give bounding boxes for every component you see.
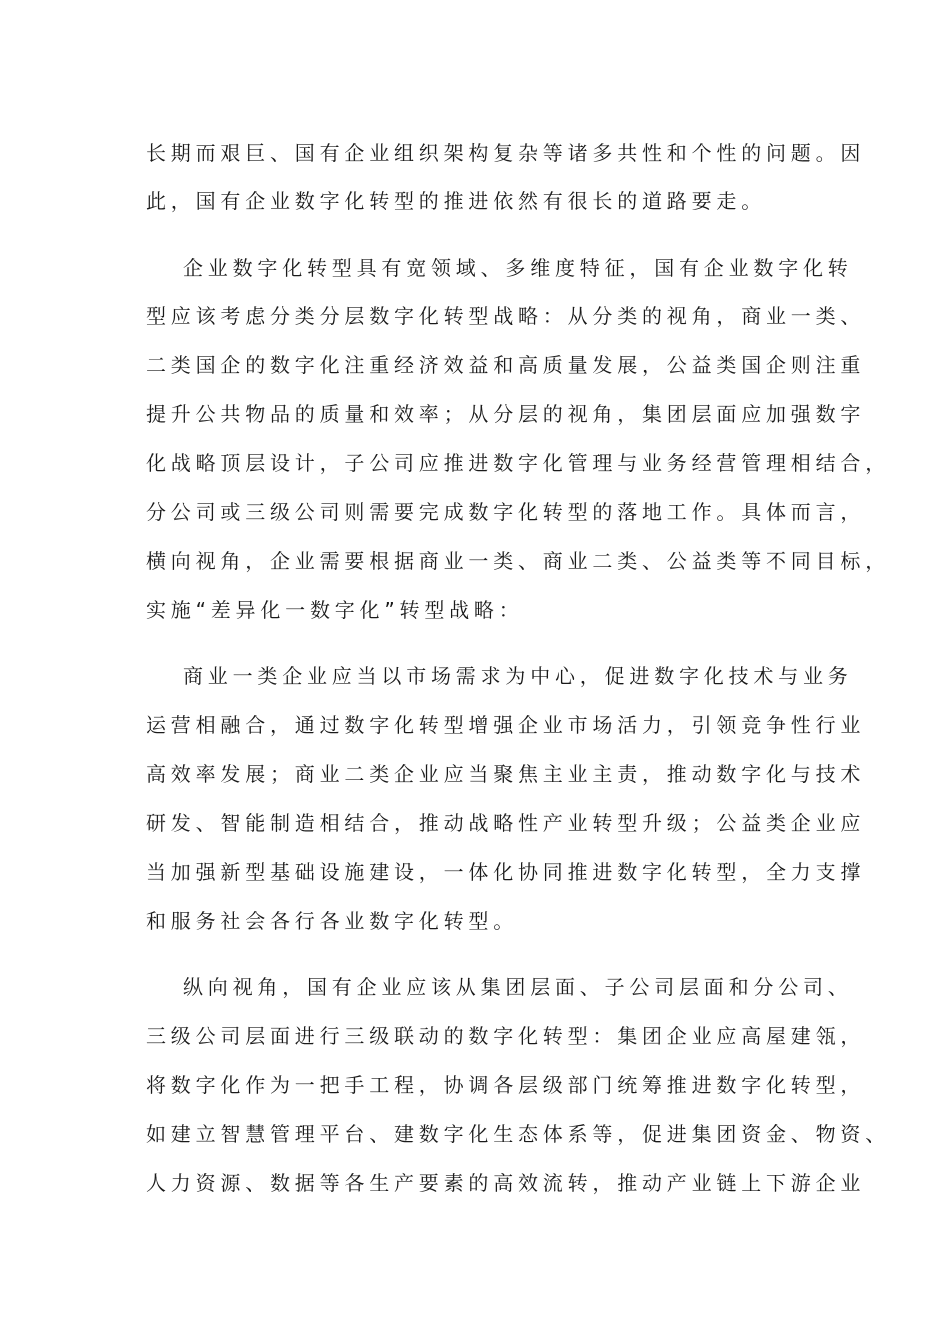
paragraph-4-line-3: 将数字化作为一把手工程，协调各层级部门统筹推进数字化转型， bbox=[146, 1073, 866, 1097]
paragraph-3-line-4: 研发、智能制造相结合，推动战略性产业转型升级；公益类企业应 bbox=[146, 811, 866, 835]
paragraph-2-line-1: 企业数字化转型具有宽领域、多维度特征，国有企业数字化转 bbox=[183, 256, 853, 280]
paragraph-2-line-3: 二类国企的数字化注重经济效益和高质量发展，公益类国企则注重 bbox=[146, 353, 866, 377]
paragraph-3-line-6: 和服务社会各行各业数字化转型。 bbox=[146, 909, 518, 933]
paragraph-2-line-7: 横向视角，企业需要根据商业一类、商业二类、公益类等不同目标， bbox=[146, 549, 890, 573]
paragraph-3-line-2: 运营相融合，通过数字化转型增强企业市场活力，引领竞争性行业 bbox=[146, 713, 866, 737]
paragraph-2-line-4: 提升公共物品的质量和效率；从分层的视角，集团层面应加强数字 bbox=[146, 402, 866, 426]
paragraph-4-line-1: 纵向视角，国有企业应该从集团层面、子公司层面和分公司、 bbox=[183, 975, 853, 999]
paragraph-2-line-6: 分公司或三级公司则需要完成数字化转型的落地工作。具体而言， bbox=[146, 500, 866, 524]
paragraph-3-line-5: 当加强新型基础设施建设，一体化协同推进数字化转型，全力支撑 bbox=[146, 860, 866, 884]
paragraph-3-line-1: 商业一类企业应当以市场需求为中心，促进数字化技术与业务 bbox=[183, 664, 853, 688]
paragraph-2-line-5: 化战略顶层设计，子公司应推进数字化管理与业务经营管理相结合， bbox=[146, 451, 890, 475]
paragraph-4-line-4: 如建立智慧管理平台、建数字化生态体系等，促进集团资金、物资、 bbox=[146, 1122, 890, 1146]
paragraph-1-line-1: 长期而艰巨、国有企业组织架构复杂等诸多共性和个性的问题。因 bbox=[146, 141, 866, 165]
paragraph-4-line-2: 三级公司层面进行三级联动的数字化转型：集团企业应高屋建瓴， bbox=[146, 1024, 866, 1048]
paragraph-1-line-2: 此，国有企业数字化转型的推进依然有很长的道路要走。 bbox=[146, 189, 766, 213]
paragraph-4-line-5: 人力资源、数据等各生产要素的高效流转，推动产业链上下游企业 bbox=[146, 1171, 866, 1195]
paragraph-2-line-8: 实施“差异化一数字化”转型战略： bbox=[146, 598, 524, 622]
paragraph-3-line-3: 高效率发展；商业二类企业应当聚焦主业主责，推动数字化与技术 bbox=[146, 762, 866, 786]
paragraph-2-line-2: 型应该考虑分类分层数字化转型战略：从分类的视角，商业一类、 bbox=[146, 304, 866, 328]
